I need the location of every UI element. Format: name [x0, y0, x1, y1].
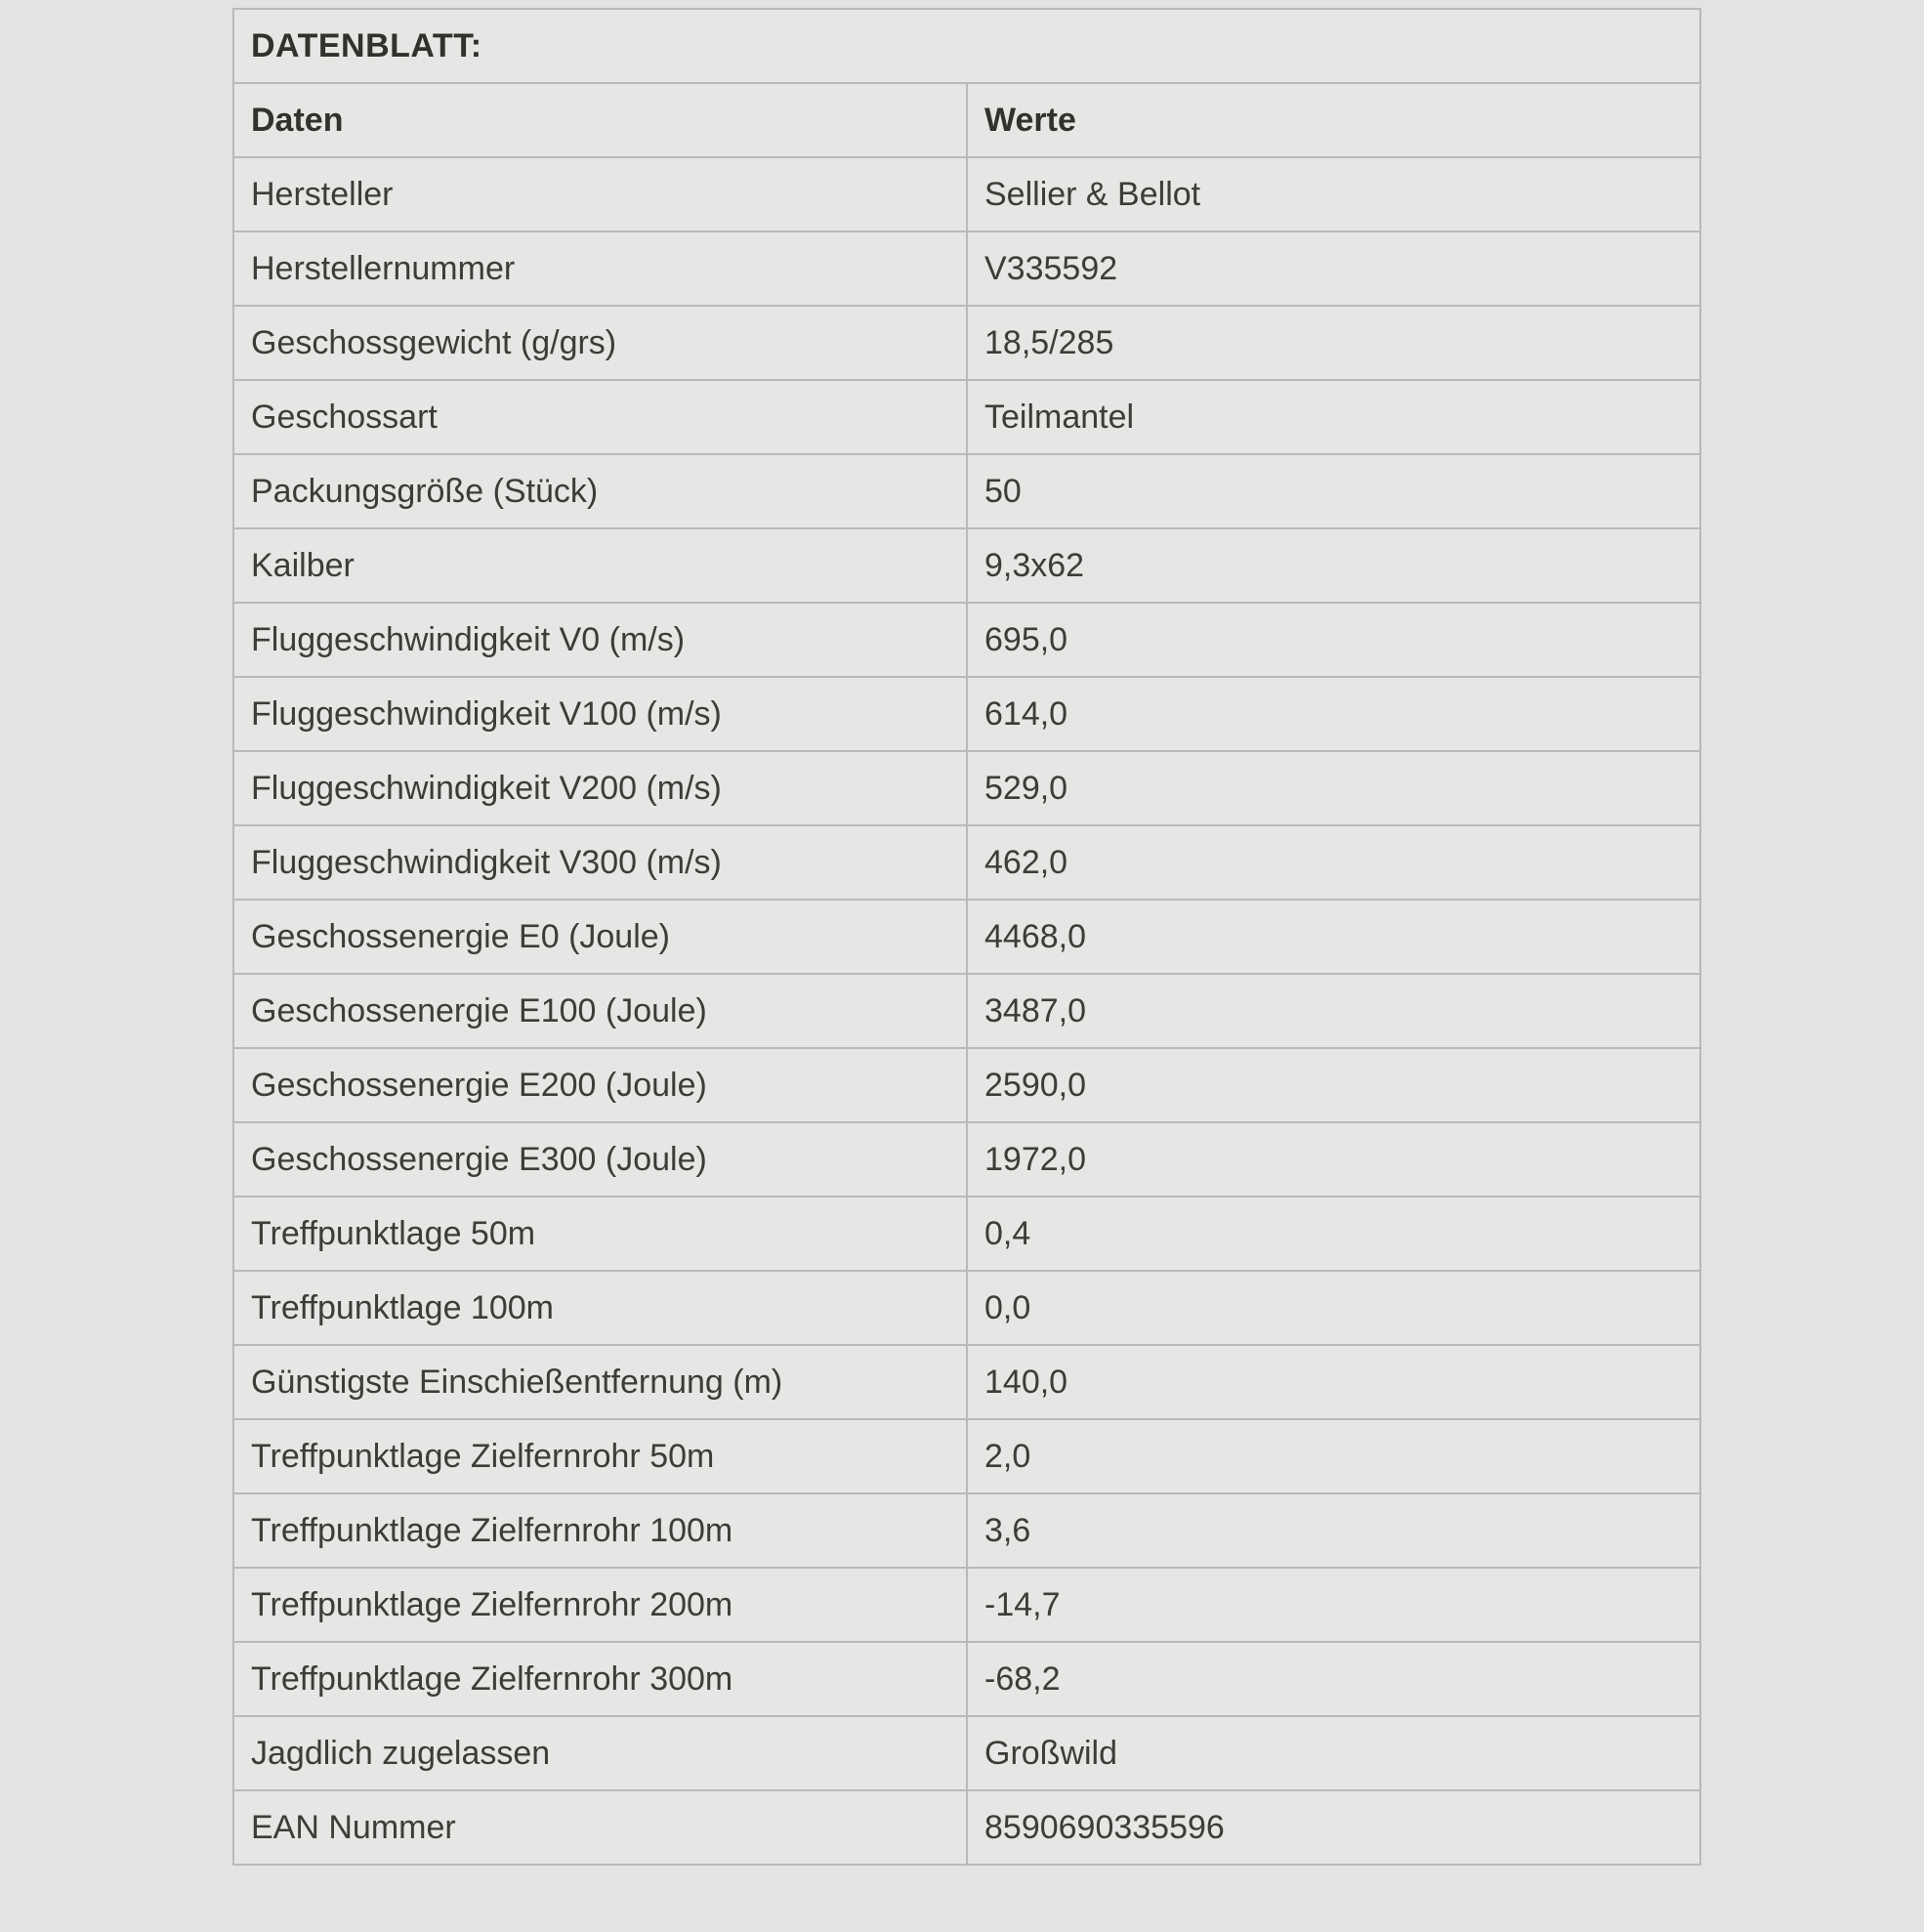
row-value: 3,6 [967, 1493, 1700, 1568]
table-row [233, 231, 1700, 306]
table-row [233, 825, 1700, 900]
table-row [233, 1345, 1700, 1419]
table-row [233, 157, 1700, 231]
row-label: Geschossart [233, 380, 967, 454]
page [0, 8, 1924, 1932]
table-row [233, 1493, 1700, 1568]
table-row [233, 751, 1700, 825]
row-value: 1972,0 [967, 1122, 1700, 1197]
row-value: -68,2 [967, 1642, 1700, 1716]
row-label: Geschossenergie E100 (Joule) [233, 974, 967, 1048]
row-label: Geschossenergie E300 (Joule) [233, 1122, 967, 1197]
row-value: 0,0 [967, 1271, 1700, 1345]
row-label: Kailber [233, 528, 967, 603]
row-label: Fluggeschwindigkeit V100 (m/s) [233, 677, 967, 751]
row-value: 614,0 [967, 677, 1700, 751]
row-label: Treffpunktlage Zielfernrohr 50m [233, 1419, 967, 1493]
row-value: 8590690335596 [967, 1790, 1700, 1865]
row-value: 4468,0 [967, 900, 1700, 974]
column-header-row [233, 83, 1700, 157]
table-row [233, 306, 1700, 380]
table-row [233, 603, 1700, 677]
row-label: Fluggeschwindigkeit V300 (m/s) [233, 825, 967, 900]
row-value: V335592 [967, 231, 1700, 306]
row-value: Großwild [967, 1716, 1700, 1790]
table-row [233, 974, 1700, 1048]
table-row [233, 1271, 1700, 1345]
row-label: Herstellernummer [233, 231, 967, 306]
row-value: 140,0 [967, 1345, 1700, 1419]
row-value: 50 [967, 454, 1700, 528]
table-row [233, 1122, 1700, 1197]
row-label: Jagdlich zugelassen [233, 1716, 967, 1790]
table-row [233, 1048, 1700, 1122]
datasheet-title: DATENBLATT: [233, 9, 1700, 83]
datasheet-head [233, 9, 1700, 157]
row-label: Hersteller [233, 157, 967, 231]
column-header-werte: Werte [967, 83, 1700, 157]
row-label: Fluggeschwindigkeit V200 (m/s) [233, 751, 967, 825]
table-row [233, 1419, 1700, 1493]
table-row [233, 528, 1700, 603]
row-value: 2590,0 [967, 1048, 1700, 1122]
row-label: Treffpunktlage Zielfernrohr 200m [233, 1568, 967, 1642]
table-row [233, 900, 1700, 974]
row-value: 2,0 [967, 1419, 1700, 1493]
table-row [233, 1197, 1700, 1271]
row-label: EAN Nummer [233, 1790, 967, 1865]
datasheet-title-row [233, 9, 1700, 83]
row-label: Geschossenergie E0 (Joule) [233, 900, 967, 974]
table-row [233, 1642, 1700, 1716]
row-value: -14,7 [967, 1568, 1700, 1642]
datasheet-table [232, 8, 1701, 1866]
row-value: 3487,0 [967, 974, 1700, 1048]
row-label: Geschossenergie E200 (Joule) [233, 1048, 967, 1122]
row-label: Günstigste Einschießentfernung (m) [233, 1345, 967, 1419]
row-value: 462,0 [967, 825, 1700, 900]
row-value: 9,3x62 [967, 528, 1700, 603]
row-value: 695,0 [967, 603, 1700, 677]
row-label: Geschossgewicht (g/grs) [233, 306, 967, 380]
table-row [233, 1568, 1700, 1642]
row-value: Sellier & Bellot [967, 157, 1700, 231]
row-value: 529,0 [967, 751, 1700, 825]
row-label: Treffpunktlage 50m [233, 1197, 967, 1271]
table-row [233, 1716, 1700, 1790]
row-label: Fluggeschwindigkeit V0 (m/s) [233, 603, 967, 677]
table-row [233, 380, 1700, 454]
row-value: Teilmantel [967, 380, 1700, 454]
row-label: Treffpunktlage Zielfernrohr 100m [233, 1493, 967, 1568]
table-row [233, 1790, 1700, 1865]
row-value: 0,4 [967, 1197, 1700, 1271]
column-header-daten: Daten [233, 83, 967, 157]
table-row [233, 677, 1700, 751]
row-label: Packungsgröße (Stück) [233, 454, 967, 528]
datasheet-body [233, 157, 1700, 1865]
row-label: Treffpunktlage 100m [233, 1271, 967, 1345]
row-label: Treffpunktlage Zielfernrohr 300m [233, 1642, 967, 1716]
table-row [233, 454, 1700, 528]
row-value: 18,5/285 [967, 306, 1700, 380]
